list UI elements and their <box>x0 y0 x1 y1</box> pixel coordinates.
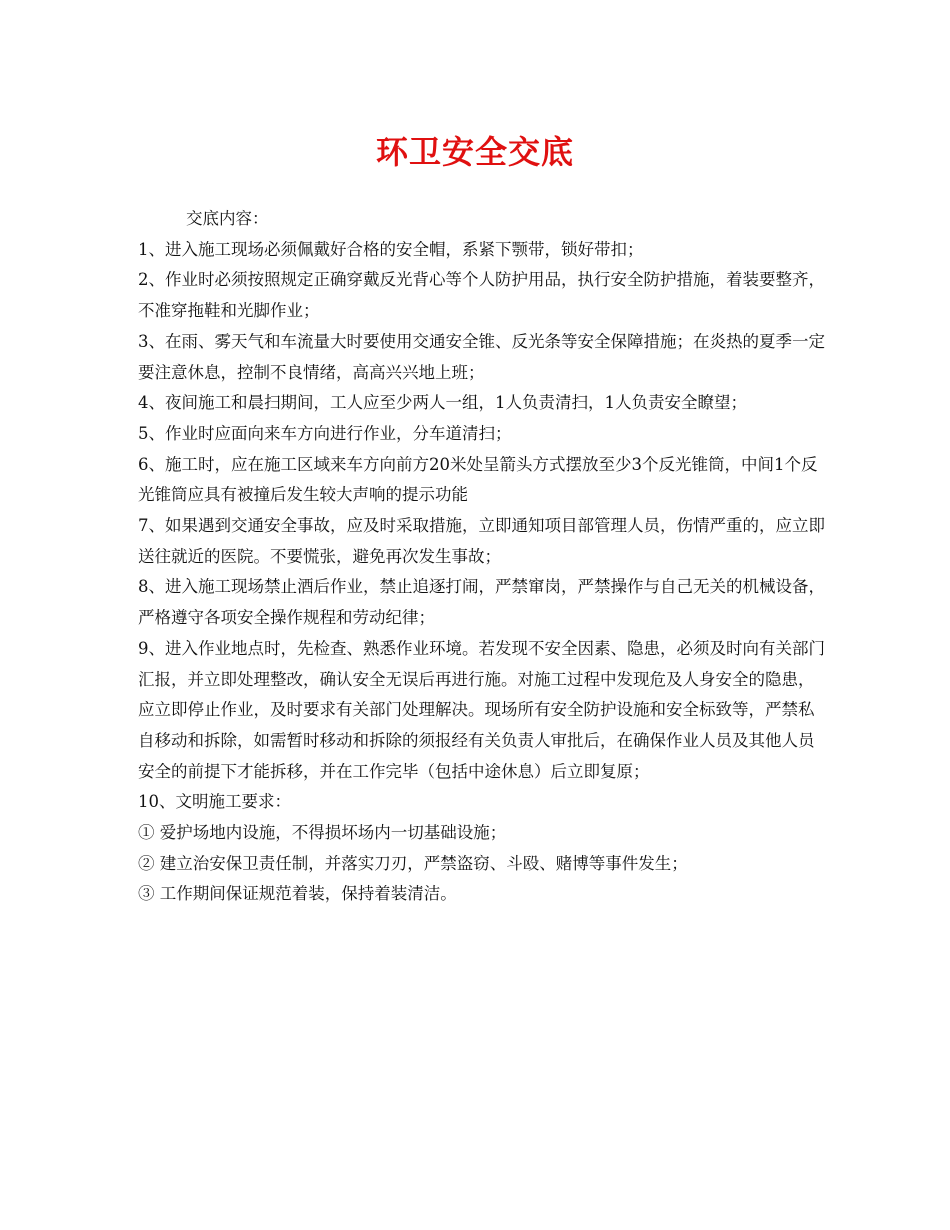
list-item: 5、作业时应面向来车方向进行作业，分车道清扫； <box>138 423 512 443</box>
intro-line: 交底内容： <box>186 209 269 228</box>
list-item: 4、夜间施工和晨扫期间，工人应至少两人一组，1人负责清扫，1人负责安全瞭望； <box>138 393 747 413</box>
list-item: 9、进入作业地点时，先检查、熟悉作业环境。若发现不安全因素、隐患，必须及时向有关部门汇报，并立即处理整改，确认安全无误后再进行施。对施工过程中发现危及人身安全的隐患，应立即停止作业，及时要求有关部门处理解决。现场所有安全防护设施和安全标致等，严禁私自移动和拆除，如需暂时移动和拆除的须报经有关负责人审批后，在确保作业人员及其他人员安全的前提下才能拆移，并在工作完毕（包括中途休息）后立即复原； <box>138 638 825 781</box>
list-item: 3、在雨、雾天气和车流量大时要使用交通安全锥、反光条等安全保障措施；在炎热的夏季一定要注意休息，控制不良情绪，高高兴兴地上班； <box>138 331 825 382</box>
sub-list-item: ② 建立治安保卫责任制，并落实刀刃，严禁盗窃、斗殴、赌博等事件发生； <box>138 853 688 873</box>
list-item: 10、文明施工要求： <box>138 792 291 812</box>
sub-list-item: ③ 工作期间保证规范着装，保持着装清洁。 <box>138 884 457 904</box>
list-item: 2、作业时必须按照规定正确穿戴反光背心等个人防护用品，执行安全防护措施，着装要整齐，不准穿拖鞋和光脚作业； <box>138 270 825 321</box>
list-item: 7、如果遇到交通安全事故，应及时采取措施，立即通知项目部管理人员，伤情严重的，应立即送往就近的医院。不要慌张，避免再次发生事故； <box>138 516 825 566</box>
list-item: 8、进入施工现场禁止酒后作业，禁止追逐打闹，严禁窜岗，严禁操作与自己无关的机械设备，严格遵守各项安全操作规程和劳动纪律； <box>138 577 825 628</box>
document-body <box>138 204 828 910</box>
document-title: 环卫安全交底 <box>375 133 574 171</box>
list-item: 6、施工时，应在施工区域来车方向前方20米处呈箭头方式摆放至少3个反光锥筒，中间1个反光锥筒应具有被撞后发生较大声响的提示功能 <box>138 454 818 505</box>
sub-list-item: ① 爱护场地内设施，不得损坏场内一切基础设施； <box>138 823 507 843</box>
list-item: 1、进入施工现场必须佩戴好合格的安全帽，系紧下颚带，锁好带扣； <box>138 239 644 259</box>
